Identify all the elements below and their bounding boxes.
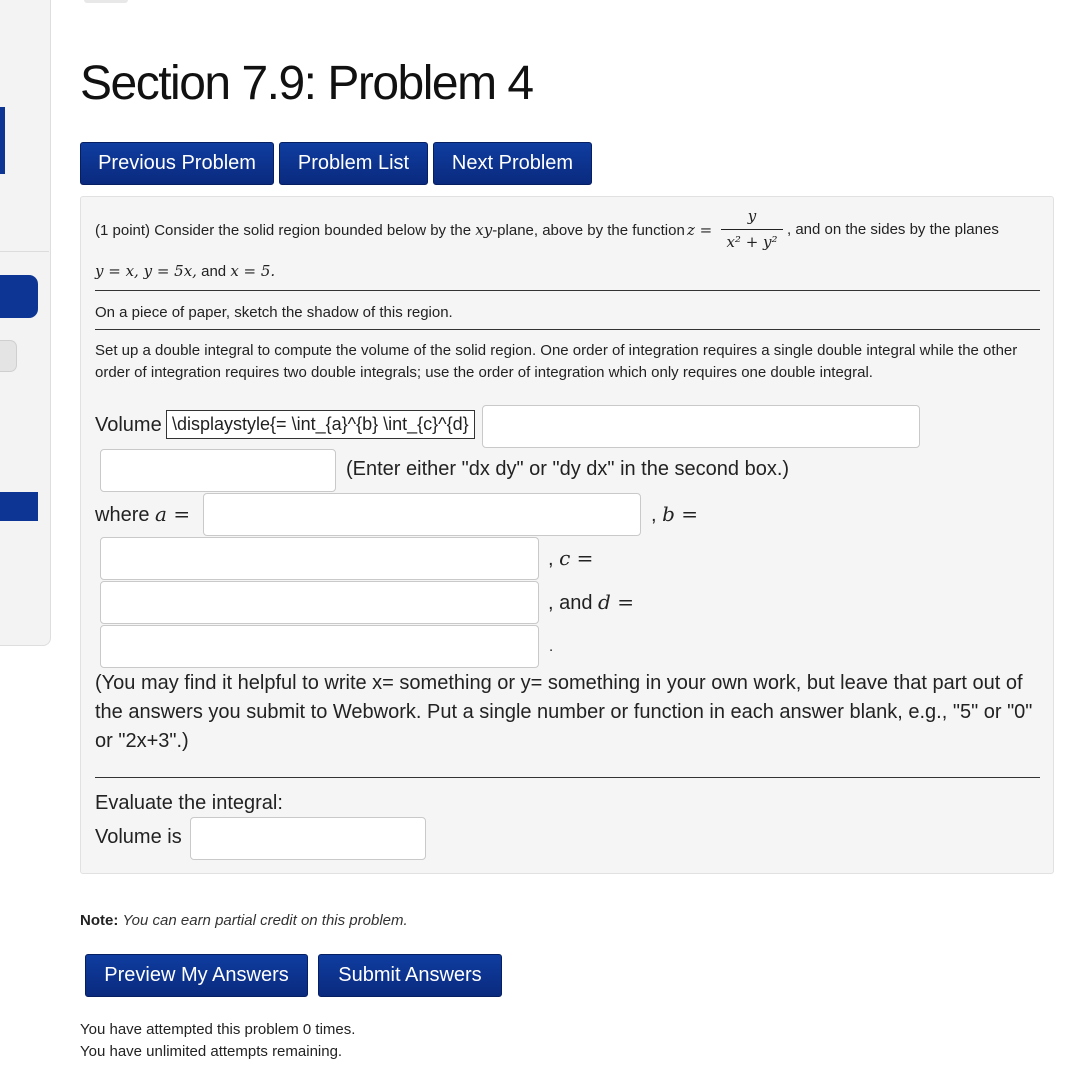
- integral-latex: \displaystyle{= \int_{a}^{b} \int_{c}^{d}: [166, 410, 475, 439]
- plane-variable: xy: [475, 221, 493, 239]
- where-label: [95, 502, 190, 527]
- var-d-label: d =: [598, 590, 634, 614]
- note-text: You can earn partial credit on this problem.: [122, 912, 408, 929]
- volume-is-label: Volume is: [95, 826, 182, 848]
- order-hint: (Enter either "dx dy" or "dy dx" in the second box.): [346, 458, 790, 480]
- helper-text: (You may find it helpful to write x= something or y= something in your own work, but leave that part out of the answers you submit to Webwork. Put a single number or function in each answer blank, e.g., "5" or "0" or "2x+3".): [95, 672, 1033, 752]
- integrand-input[interactable]: [482, 405, 920, 448]
- remaining-status: You have unlimited attempts remaining.: [80, 1043, 343, 1060]
- and-text: , and: [548, 592, 593, 614]
- planes-line: [95, 262, 275, 280]
- intro-end-text: , and on the sides by the planes: [787, 221, 999, 238]
- attempts-status: You have attempted this problem 0 times.: [80, 1021, 356, 1038]
- order-input[interactable]: [100, 449, 336, 492]
- var-a-label: a =: [155, 502, 191, 526]
- fraction-numerator: y: [747, 207, 757, 225]
- a-input[interactable]: [203, 493, 641, 536]
- planes-and: and: [201, 263, 227, 280]
- setup-instruction: Set up a double integral to compute the volume of the solid region. One order of integration requires a single double integral while the other order of integration requires two double integrals; use the order of integration which only requires one double integral.: [95, 342, 1018, 381]
- function-lhs: z =: [687, 221, 713, 239]
- volume-label: Volume: [95, 414, 162, 436]
- intro-mid-text: -plane, above by the function: [492, 222, 685, 239]
- sidebar: [0, 0, 51, 646]
- divider-2: [95, 329, 1040, 330]
- b-label: [651, 502, 698, 527]
- c-label: [548, 546, 593, 571]
- evaluate-label: Evaluate the integral:: [95, 792, 283, 814]
- note-label: Note:: [80, 912, 119, 929]
- problem-intro: [95, 221, 685, 239]
- volume-input[interactable]: [190, 817, 426, 860]
- top-tab-edge: [84, 0, 128, 3]
- submit-answers-button[interactable]: Submit Answers: [318, 954, 502, 997]
- sidebar-link-highlight[interactable]: [0, 492, 38, 521]
- sidebar-button[interactable]: [0, 275, 38, 318]
- var-b-label: b =: [662, 502, 699, 526]
- preview-answers-button[interactable]: Preview My Answers: [85, 954, 308, 997]
- var-c-label: c =: [559, 546, 594, 570]
- previous-problem-button[interactable]: Previous Problem: [80, 142, 274, 185]
- divider-3: [95, 777, 1040, 778]
- planes-eq-1: y = x, y = 5x,: [95, 262, 197, 280]
- c-input[interactable]: [100, 581, 539, 624]
- fraction-denominator: x² + y²: [726, 233, 778, 251]
- problem-body: [80, 196, 1054, 874]
- comma-2: ,: [548, 548, 554, 570]
- partial-credit-note: [80, 912, 408, 929]
- sidebar-active-indicator: [0, 107, 5, 174]
- next-problem-button[interactable]: Next Problem: [433, 142, 592, 185]
- function-fraction: [721, 207, 783, 251]
- planes-eq-2: x = 5.: [230, 262, 276, 280]
- problem-list-button[interactable]: Problem List: [279, 142, 428, 185]
- sidebar-toggle[interactable]: [0, 340, 17, 372]
- comma-1: ,: [651, 504, 657, 526]
- page-title: Section 7.9: Problem 4: [80, 57, 533, 110]
- d-input[interactable]: [100, 625, 539, 668]
- intro-text: (1 point) Consider the solid region bounded below by the: [95, 222, 472, 239]
- sidebar-divider: [0, 251, 49, 252]
- d-label: [548, 590, 634, 615]
- sketch-instruction: On a piece of paper, sketch the shadow of this region.: [95, 304, 453, 321]
- where-text: where: [95, 504, 150, 526]
- period-mark: .: [549, 638, 554, 655]
- divider-1: [95, 290, 1040, 291]
- b-input[interactable]: [100, 537, 539, 580]
